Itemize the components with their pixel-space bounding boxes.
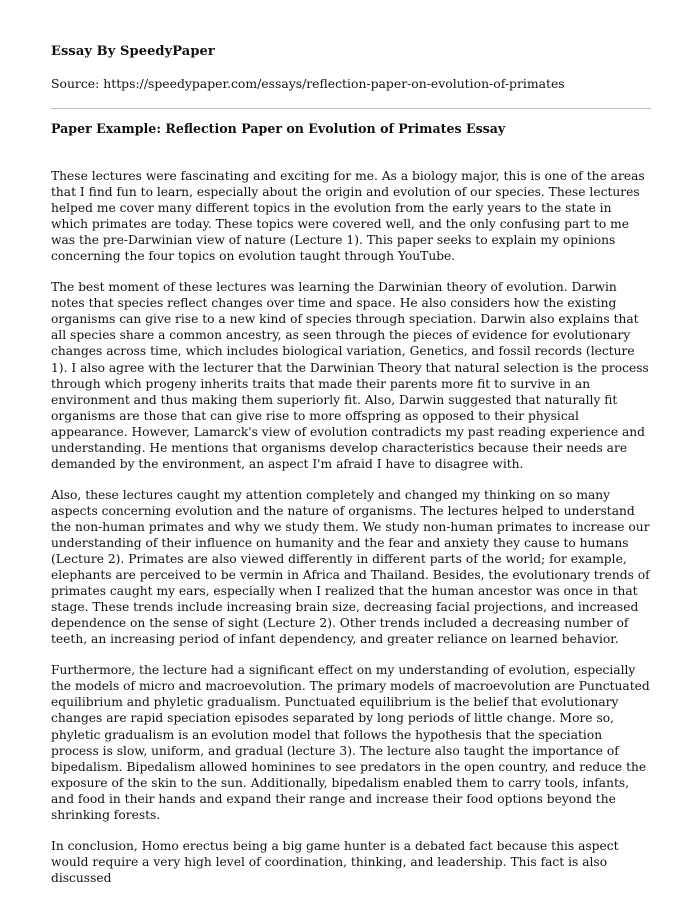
paragraph-darwinian-theory: The best moment of these lectures was learning the Darwinian theory of evolution. Darwin notes that species reflect changes over time and space. He also considers how the existing organisms can give rise to a new kind of species through speciation. Darwin also explains that all species share a common ancestry, as seen through the pieces of evidence for evolutionary changes across time, which includes biological variation, Genetics, and fossil records (lecture 1). I also agree with the lecturer that the Darwinian Theory that natural selection is the process through which progeny inherits traits that made their parents more fit to survive in an environment and thus making them superiorly fit. Also, Darwin suggested that naturally fit organisms are those that can give rise to more offspring as opposed to their physical appearance. However, Lamarck's view of evolution contradicts my past reading experience and understanding. He mentions that organisms develop characteristics because their needs are demanded by the environment, an aspect I'm afraid I have to disagree with. <box>51 280 649 471</box>
essay-brand-heading: Essay By SpeedyPaper <box>51 44 215 59</box>
paragraph-conclusion: In conclusion, Homo erectus being a big game hunter is a debated fact because this aspect would require a very high level of coordination, thinking, and leadership. This fact is also discussed <box>51 838 619 885</box>
essay-body <box>51 168 651 901</box>
source-line: Source: https://speedypaper.com/essays/reflection-paper-on-evolution-of-primates <box>51 76 565 91</box>
paragraph-non-human-primates: Also, these lectures caught my attention completely and changed my thinking on so many aspects concerning evolution and the nature of organisms. The lectures helped to understand the non-human primates and why we study them. We study non-human primates to increase our understanding of their influence on humanity and the fear and anxiety they cause to humans (Lecture 2). Primates are also viewed differently in different parts of the world; for example, elephants are perceived to be vermin in Africa and Thailand. Besides, the evolutionary trends of primates caught my ears, especially when I realized that the human ancestor was once in that stage. These trends include increasing brain size, decreasing facial projections, and increased dependence on the sense of sight (Lecture 2). Other trends included a decreasing number of teeth, an increasing period of infant dependency, and greater reliance on learned behavior. <box>51 487 650 647</box>
paragraph-macroevolution: Furthermore, the lecture had a significant effect on my understanding of evolution, especially the models of micro and macroevolution. The primary models of macroevolution are Punctuated equilibrium and phyletic gradualism. Punctuated equilibrium is the belief that evolutionary changes are rapid speciation episodes separated by long periods of little change. More so, phyletic gradualism is an evolution model that follows the hypothesis that the speciation process is slow, uniform, and gradual (lecture 3). The lecture also taught the importance of bipedalism. Bipedalism allowed hominines to see predators in the open country, and reduce the exposure of the skin to the sun. Additionally, bipedalism enabled them to carry tools, infants, and food in their hands and expand their range and increase their food options beyond the shrinking forests. <box>51 663 650 822</box>
paragraph-intro: These lectures were fascinating and exciting for me. As a biology major, this is one of the areas that I find fun to learn, especially about the origin and evolution of our species. These lectures helped me cover many different topics in the evolution from the early years to the state in which primates are today. These topics were covered well, and the only confusing part to me was the pre-Darwinian view of nature (Lecture 1). This paper seeks to explain my opinions concerning the four topics on evolution taught through YouTube. <box>51 169 645 264</box>
paper-title: Paper Example: Reflection Paper on Evolution of Primates Essay <box>51 121 506 136</box>
header-divider <box>51 108 651 109</box>
